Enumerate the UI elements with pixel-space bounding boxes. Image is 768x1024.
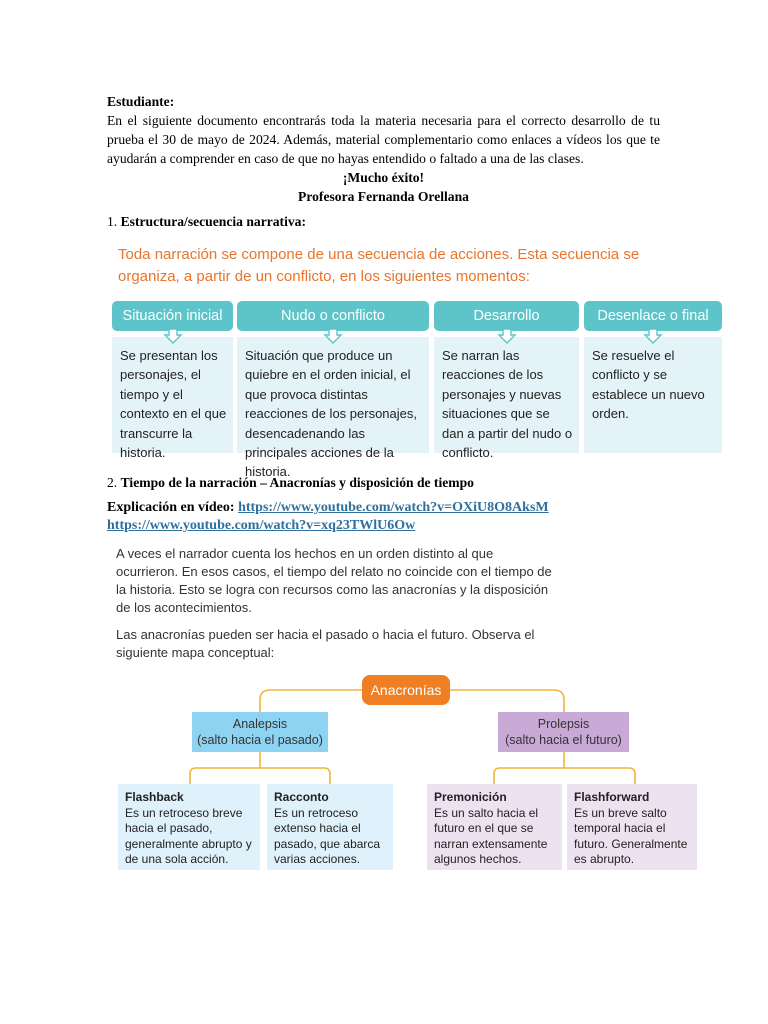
branch-prolepsis bbox=[498, 712, 629, 752]
leaf-racconto-text: Es un retroceso extenso hacia el pasado, que abarca varias acciones. bbox=[274, 805, 381, 866]
stage-head-1: Situación inicial bbox=[112, 301, 233, 331]
stage-body-1: Se presentan los personajes, el tiempo y el contexto en el que transcurre la historia. bbox=[112, 337, 233, 453]
greeting: ¡Mucho éxito! bbox=[342, 170, 425, 185]
leaf-premonicion-text: Es un salto hacia el futuro en el que se narran extensamente algunos hechos. bbox=[434, 805, 548, 866]
concept-root: Anacronías bbox=[362, 675, 450, 705]
anachrony-paragraph-1: A veces el narrador cuenta los hechos en un orden distinto al que ocurrieron. En esos casos, el tiempo del relato no coincide con el tiempo de la historia. Esto se logra con recursos como las anacronías y la disposición de los acontecimientos. bbox=[116, 546, 552, 615]
branch-prolepsis-subtitle: (salto hacia el futuro) bbox=[505, 733, 622, 747]
section2-number: 2. bbox=[107, 475, 118, 490]
video-link-2[interactable]: https://www.youtube.com/watch?v=xq23TWlU6Ow bbox=[107, 518, 416, 533]
leaf-flashforward-title: Flashforward bbox=[574, 790, 650, 804]
stage-body-2: Situación que produce un quiebre en el orden inicial, el que provoca distintas reacciones de los personajes, desencadenando las principales acciones de la historia. bbox=[237, 337, 429, 453]
video-link-1[interactable]: https://www.youtube.com/watch?v=OXiU8O8AksM bbox=[238, 500, 549, 515]
stage-head-3: Desarrollo bbox=[434, 301, 579, 331]
stage-body-4: Se resuelve el conflicto y se establece un nuevo orden. bbox=[584, 337, 722, 453]
leaf-flashback-title: Flashback bbox=[125, 790, 184, 804]
anachrony-paragraph-2: Las anacronías pueden ser hacia el pasado o hacia el futuro. Observa el siguiente mapa conceptual: bbox=[116, 627, 535, 660]
leaf-premonicion-title: Premonición bbox=[434, 790, 507, 804]
branch-analepsis-subtitle: (salto hacia el pasado) bbox=[197, 733, 323, 747]
leaf-flashforward-text: Es un breve salto temporal hacia el futuro. Generalmente es abrupto. bbox=[574, 805, 688, 866]
section1-title: Estructura/secuencia narrativa: bbox=[120, 214, 306, 229]
signature: Profesora Fernanda Orellana bbox=[298, 189, 469, 204]
leaf-racconto-title: Racconto bbox=[274, 790, 329, 804]
stage-body-3: Se narran las reacciones de los personajes y nuevas situaciones que se dan a partir del nudo o conflicto. bbox=[434, 337, 579, 453]
leaf-flashforward bbox=[567, 784, 697, 870]
section1-number: 1. bbox=[107, 214, 118, 229]
sequence-intro: Toda narración se compone de una secuencia de acciones. Esta secuencia se organiza, a partir de un conflicto, en los siguientes momentos: bbox=[118, 246, 640, 285]
intro-paragraph: En el siguiente documento encontrarás toda la materia necesaria para el correcto desarrollo de tu prueba el 30 de mayo de 2024. Además, material complementario como enlaces a vídeos los que te ayudarán a comprender en caso de que no hayas entendido o faltado a una de las clases. bbox=[107, 113, 660, 166]
stage-head-2: Nudo o conflicto bbox=[237, 301, 429, 331]
leaf-premonicion bbox=[427, 784, 562, 870]
leaf-flashback bbox=[118, 784, 260, 870]
branch-prolepsis-title: Prolepsis bbox=[537, 717, 590, 731]
student-label: Estudiante: bbox=[107, 94, 175, 109]
branch-analepsis-title: Analepsis bbox=[232, 717, 288, 731]
stage-head-4: Desenlace o final bbox=[584, 301, 722, 331]
section2-title: Tiempo de la narración – Anacronías y disposición de tiempo bbox=[120, 475, 474, 490]
leaf-racconto bbox=[267, 784, 393, 870]
leaf-flashback-text: Es un retroceso breve hacia el pasado, generalmente abrupto y de una sola acción. bbox=[125, 805, 252, 866]
branch-analepsis bbox=[192, 712, 328, 752]
video-label: Explicación en vídeo: bbox=[107, 500, 235, 515]
